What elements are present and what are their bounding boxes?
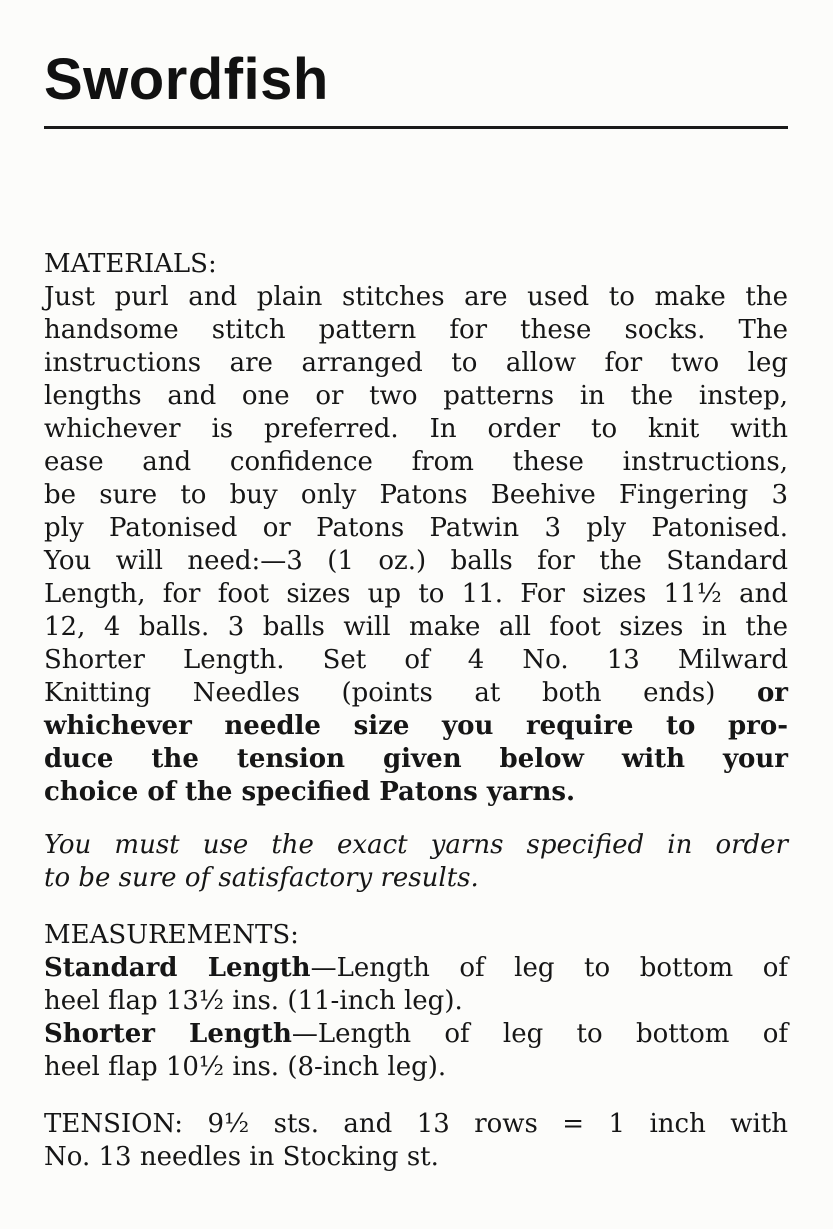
materials-line: ease and confidence from these instructions, (44, 447, 788, 477)
page-title: Swordfish (44, 47, 329, 112)
materials-line: Just purl and plain stitches are used to make the (44, 282, 788, 312)
materials-line-needles (44, 677, 788, 710)
materials-line: You will need:—3 (1 oz.) balls for the Standard (44, 546, 788, 576)
note-line: You must use the exact yarns specified in order (44, 830, 788, 860)
materials-bold-line: choice of the specified Patons yarns. (44, 777, 576, 807)
needles-text: Knitting Needles (points at both ends) (44, 678, 716, 708)
materials-line: be sure to buy only Patons Beehive Fingering 3 (44, 480, 788, 510)
materials-line: 12, 4 balls. 3 balls will make all foot sizes in the (44, 612, 788, 642)
pattern-text (44, 248, 788, 1174)
tension-line: No. 13 needles in Stocking st. (44, 1142, 439, 1172)
shorter-length-detail: heel flap 10½ ins. (8-inch leg). (44, 1052, 447, 1082)
standard-length-detail: heel flap 13½ ins. (11-inch leg). (44, 986, 463, 1016)
tension-line: TENSION: 9½ sts. and 13 rows = 1 inch with (44, 1109, 788, 1139)
materials-line: lengths and one or two patterns in the instep, (44, 381, 788, 411)
shorter-length-line (44, 1018, 788, 1051)
materials-line: instructions are arranged to allow for two leg (44, 348, 788, 378)
materials-line: whichever is preferred. In order to knit with (44, 414, 788, 444)
materials-line: handsome stitch pattern for these socks. The (44, 315, 788, 345)
standard-length-line (44, 952, 788, 985)
needles-or: or (756, 678, 788, 708)
materials-line: Shorter Length. Set of 4 No. 13 Milward (44, 645, 788, 675)
measurements-heading: MEASUREMENTS: (44, 920, 299, 950)
materials-bold-line: duce the tension given below with your (44, 744, 788, 774)
title-divider (44, 126, 788, 129)
materials-bold-line: whichever needle size you require to pro- (44, 711, 788, 741)
shorter-length-text: —Length of leg to bottom of (291, 1019, 788, 1049)
standard-length-label: Standard Length (44, 953, 311, 983)
shorter-length-label: Shorter Length (44, 1019, 292, 1049)
note-line: to be sure of satisfactory results. (44, 863, 479, 893)
materials-heading: MATERIALS: (44, 249, 217, 279)
materials-line: ply Patonised or Patons Patwin 3 ply Patonised. (44, 513, 788, 543)
materials-line: Length, for foot sizes up to 11. For sizes 11½ and (44, 579, 788, 609)
standard-length-text: —Length of leg to bottom of (310, 953, 789, 983)
